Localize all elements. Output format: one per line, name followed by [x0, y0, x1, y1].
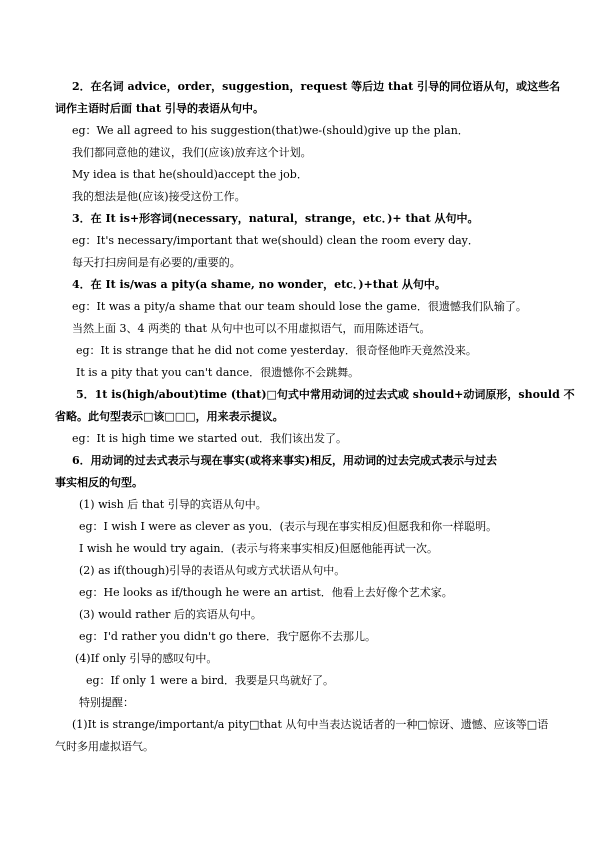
subpoint-2: (2) as if(though)引导的表语从句或方式状语从句中。 [79, 564, 346, 577]
translation-line: 我的想法是他(应该)接受这份工作。 [72, 190, 246, 203]
subpoint-3: (3) would rather 后的宾语从句中。 [79, 608, 262, 621]
translation-line: 每天打扫房间是有必要的/重要的。 [72, 256, 241, 269]
translation-line: 我们都同意他的建议，我们(应该)放弃这个计划。 [72, 146, 312, 159]
heading-2-line-1: 2．在名词 advice，order，suggestion，request 等后边 that 引导的同位语从句，或这些名 [72, 80, 561, 93]
heading-6-line-1: 6．用动词的过去式表示与现在事实(或将来事实)相反，用动词的过去完成式表示与过去 [72, 454, 498, 467]
example-line: eg：It is strange that he did not come yesterday．很奇怪他昨天竟然没来。 [76, 344, 477, 357]
example-line: I wish he would try again．(表示与将来事实相反)但愿他能再试一次。 [79, 542, 439, 555]
heading-5-line-2: 省略。此句型表示□该□□□，用来表示提议。 [55, 410, 284, 423]
heading-5-line-1: 5．1t is(high/about)time (that)□句式中常用动词的过去式或 should+动词原形，should 不 [76, 388, 575, 401]
reminder-line-2: 气时多用虚拟语气。 [55, 740, 154, 753]
example-line: eg：If only 1 were a bird．我要是只鸟就好了。 [86, 674, 334, 687]
note-line: 当然上面 3、4 两类的 that 从句中也可以不用虚拟语气，而用陈述语气。 [72, 322, 431, 335]
example-line: eg：We all agreed to his suggestion(that)we-(should)give up the plan． [72, 124, 469, 137]
example-line: eg：He looks as if/though he were an artist．他看上去好像个艺术家。 [79, 586, 453, 599]
heading-4: 4．在 It is/was a pity(a shame, no wonder，etc．)+that 从句中。 [72, 278, 446, 291]
heading-6-line-2: 事实相反的句型。 [55, 476, 143, 489]
reminder-line-1: (1)It is strange/important/a pity□that 从句中当表达说话者的一种□惊讶、遗憾、应该等□语 [72, 718, 549, 731]
special-reminder-label: 特别提醒： [79, 696, 134, 709]
example-line: eg：I'd rather you didn't go there．我宁愿你不去那儿。 [79, 630, 377, 643]
example-line: My idea is that he(should)accept the job． [72, 168, 308, 181]
example-line: eg：It was a pity/a shame that our team should lose the game．很遗憾我们队输了。 [72, 300, 527, 313]
example-line: eg：It is high time we started out．我们该出发了。 [72, 432, 347, 445]
heading-3: 3．在 It is+形容词(necessary，natural，strange，etc．)+ that 从句中。 [72, 212, 479, 225]
heading-2-line-2: 词作主语时后面 that 引导的表语从句中。 [55, 102, 264, 115]
subpoint-1: (1) wish 后 that 引导的宾语从句中。 [79, 498, 267, 511]
example-line: eg：It's necessary/important that we(should) clean the room every day． [72, 234, 479, 247]
example-line: It is a pity that you can't dance．很遗憾你不会跳舞。 [76, 366, 360, 379]
subpoint-4: (4)If only 引导的感叹句中。 [75, 652, 218, 665]
example-line: eg：I wish I were as clever as you．(表示与现在事实相反)但愿我和你一样聪明。 [79, 520, 498, 533]
